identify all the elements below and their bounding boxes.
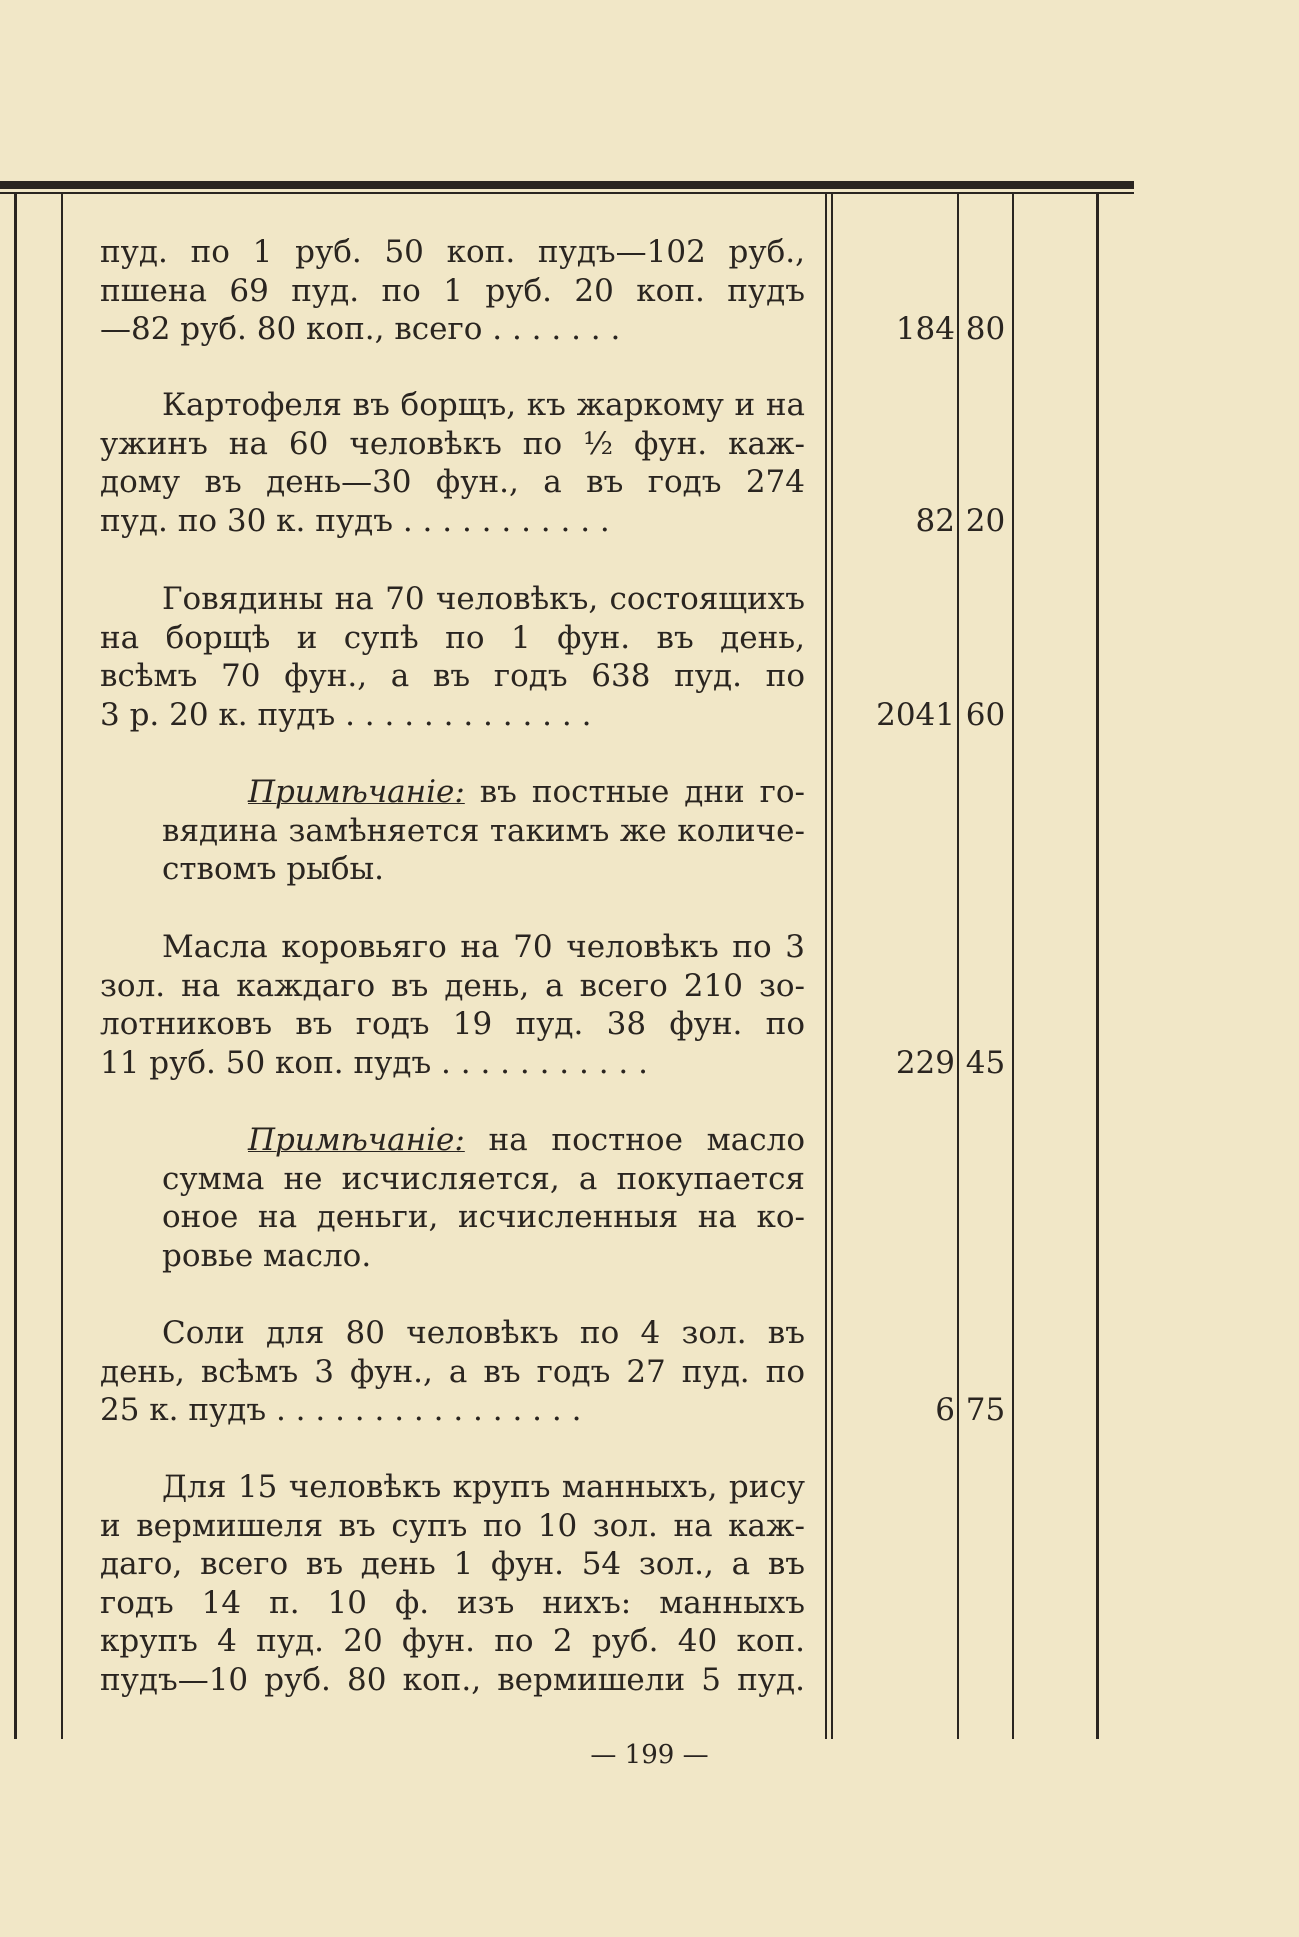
amount-rubles: 2041 xyxy=(876,697,955,733)
text-line: пшена 69 пуд. по 1 руб. 20 коп. пудъ xyxy=(100,272,805,309)
column-divider xyxy=(825,194,827,1739)
text-line: зол. на каждаго въ день, а всего 210 зо- xyxy=(100,967,805,1004)
left-border xyxy=(14,194,17,1739)
text-line: Картофеля въ борщъ, къ жаркому и на xyxy=(162,387,805,423)
text-line: день, всѣмъ 3 фун., а въ годъ 27 пуд. по xyxy=(100,1353,805,1390)
column-divider xyxy=(1012,194,1014,1739)
column-divider xyxy=(61,194,63,1739)
amount-rubles: 184 xyxy=(895,311,955,347)
amount-rubles: 82 xyxy=(915,503,955,539)
note-label: Примѣчаніе: xyxy=(248,774,465,810)
header-rule-thin xyxy=(0,192,1134,194)
text-line: ужинъ на 60 человѣкъ по ½ фун. каж- xyxy=(100,425,805,462)
text-line: пудъ—10 руб. 80 коп., вермишели 5 пуд. xyxy=(100,1661,805,1698)
text-line xyxy=(100,773,805,812)
text-line: годъ 14 п. 10 ф. изъ нихъ: манныхъ xyxy=(100,1584,805,1621)
text-line xyxy=(100,1121,805,1160)
text-line: на борщѣ и супѣ по 1 фун. въ день, xyxy=(100,619,805,656)
note-block xyxy=(100,1121,805,1275)
amount-kopecks: 45 xyxy=(965,1045,1006,1081)
text-line: —82 руб. 80 коп., всего . . . . . . . xyxy=(100,311,621,347)
amount-kopecks: 60 xyxy=(965,697,1006,733)
amount-kopecks: 80 xyxy=(965,311,1006,347)
column-divider xyxy=(831,194,833,1739)
text-line: всѣмъ 70 фун., а въ годъ 638 пуд. по xyxy=(100,658,805,694)
text-line: Масла коровьяго на 70 человѣкъ по 3 xyxy=(162,929,805,965)
text-line: оное на деньги, исчисленныя на ко- xyxy=(162,1199,805,1235)
ledger-entry xyxy=(100,386,805,540)
amount-rubles: 6 xyxy=(935,1392,955,1428)
text-line: лотниковъ въ годъ 19 пуд. 38 фун. по xyxy=(100,1006,805,1042)
ledger-entry xyxy=(100,1468,805,1699)
note-block xyxy=(100,773,805,889)
text-line: Говядины на 70 человѣкъ, состоящихъ xyxy=(162,581,805,617)
text-line: 3 р. 20 к. пудъ . . . . . . . . . . . . . xyxy=(100,696,592,733)
ledger-entry xyxy=(100,580,805,734)
note-label: Примѣчаніе: xyxy=(248,1122,465,1158)
text-line: ствомъ рыбы. xyxy=(162,851,385,887)
text-line: пуд. по 30 к. пудъ . . . . . . . . . . . xyxy=(100,502,610,539)
amount-kopecks: 20 xyxy=(965,503,1006,539)
text-line: дому въ день—30 фун., а въ годъ 274 xyxy=(100,464,805,500)
text-line: 25 к. пудъ . . . . . . . . . . . . . . . . xyxy=(100,1392,582,1428)
note-text: на постное масло xyxy=(488,1122,805,1158)
column-divider xyxy=(957,194,959,1739)
text-line: даго, всего въ день 1 фун. 54 зол., а въ xyxy=(100,1546,805,1582)
text-line: сумма не исчисляется, а покупается xyxy=(162,1160,805,1197)
text-line: 11 руб. 50 коп. пудъ . . . . . . . . . . . xyxy=(100,1044,648,1081)
ledger-entry xyxy=(100,233,805,349)
text-line: Для 15 человѣкъ крупъ манныхъ, рису xyxy=(162,1469,805,1505)
text-line: ровье масло. xyxy=(162,1237,372,1274)
amount-kopecks: 75 xyxy=(965,1392,1006,1428)
text-line: и вермишеля въ супъ по 10 зол. на каж- xyxy=(100,1507,805,1544)
header-rule xyxy=(0,181,1134,189)
text-line: вядина замѣняется такимъ же количе- xyxy=(162,812,805,849)
right-border xyxy=(1096,194,1099,1739)
text-line: пуд. по 1 руб. 50 коп. пудъ—102 руб., xyxy=(100,234,805,270)
ledger-entry xyxy=(100,1314,805,1430)
page-number: — 199 — xyxy=(590,1740,709,1770)
text-line: крупъ 4 пуд. 20 фун. по 2 руб. 40 коп. xyxy=(100,1623,805,1659)
text-line: Соли для 80 человѣкъ по 4 зол. въ xyxy=(162,1315,805,1351)
ledger-entry xyxy=(100,928,805,1082)
amount-rubles: 229 xyxy=(895,1045,955,1081)
note-text: въ постные дни го- xyxy=(479,774,805,810)
